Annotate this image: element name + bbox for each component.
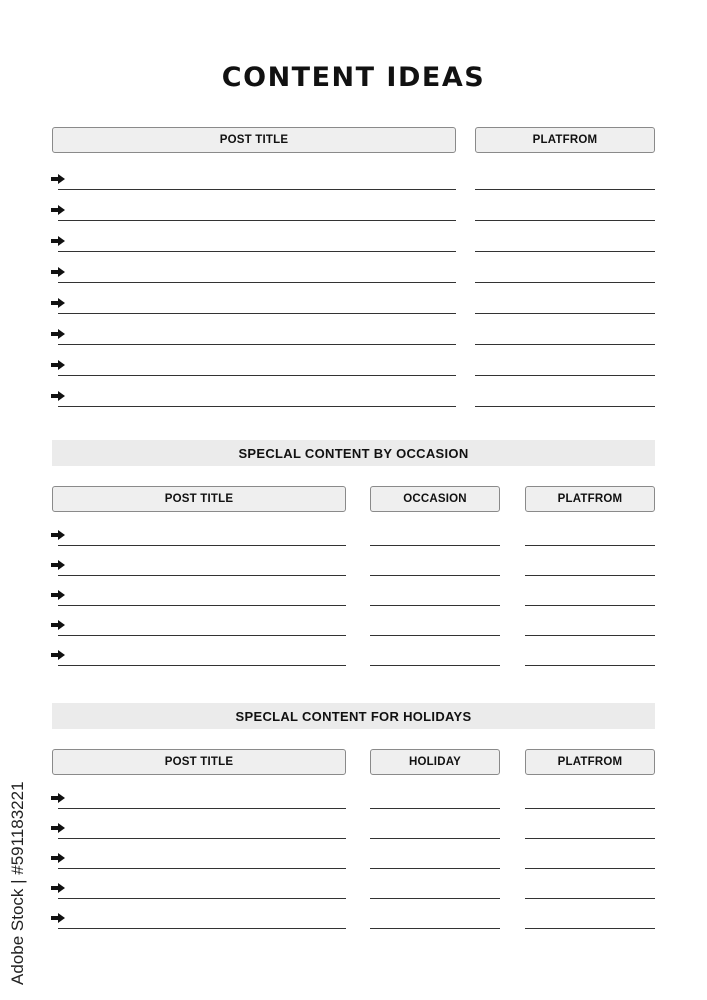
writing-row xyxy=(0,787,707,809)
entry-line xyxy=(370,928,500,929)
header-platform: PLATFROM xyxy=(475,127,655,153)
header-platform: PLATFROM xyxy=(525,749,655,775)
entry-line xyxy=(370,605,500,606)
entry-line xyxy=(525,868,655,869)
post-title-line xyxy=(58,406,456,407)
post-title-line xyxy=(58,189,456,190)
post-title-line xyxy=(58,635,346,636)
writing-row xyxy=(0,354,707,376)
writing-row xyxy=(0,385,707,407)
header-platform: PLATFROM xyxy=(525,486,655,512)
arrow-right-icon xyxy=(51,205,65,215)
entry-line xyxy=(370,808,500,809)
post-title-line xyxy=(58,605,346,606)
writing-row xyxy=(0,230,707,252)
entry-line xyxy=(475,189,655,190)
entry-line xyxy=(370,545,500,546)
entry-line xyxy=(525,605,655,606)
entry-line xyxy=(370,838,500,839)
post-title-line xyxy=(58,808,346,809)
entry-line xyxy=(370,665,500,666)
page-title: CONTENT IDEAS xyxy=(221,62,486,93)
entry-line xyxy=(475,220,655,221)
entry-line xyxy=(525,898,655,899)
arrow-right-icon xyxy=(51,823,65,833)
arrow-right-icon xyxy=(51,913,65,923)
post-title-line xyxy=(58,868,346,869)
header-post-title: POST TITLE xyxy=(52,127,456,153)
post-title-line xyxy=(58,344,456,345)
writing-row xyxy=(0,524,707,546)
entry-line xyxy=(525,635,655,636)
arrow-right-icon xyxy=(51,329,65,339)
entry-line xyxy=(525,545,655,546)
arrow-right-icon xyxy=(51,590,65,600)
arrow-right-icon xyxy=(51,360,65,370)
header-occasion: OCCASION xyxy=(370,486,500,512)
header-post-title: POST TITLE xyxy=(52,486,346,512)
entry-line xyxy=(525,928,655,929)
post-title-line xyxy=(58,282,456,283)
entry-line xyxy=(370,575,500,576)
arrow-right-icon xyxy=(51,267,65,277)
writing-row xyxy=(0,644,707,666)
post-title-line xyxy=(58,575,346,576)
arrow-right-icon xyxy=(51,391,65,401)
entry-line xyxy=(525,575,655,576)
section-band-occasion: SPECLAL CONTENT BY OCCASION xyxy=(52,440,655,466)
writing-row xyxy=(0,877,707,899)
arrow-right-icon xyxy=(51,853,65,863)
writing-row xyxy=(0,292,707,314)
post-title-line xyxy=(58,251,456,252)
post-title-line xyxy=(58,898,346,899)
post-title-line xyxy=(58,220,456,221)
writing-row xyxy=(0,614,707,636)
arrow-right-icon xyxy=(51,620,65,630)
post-title-line xyxy=(58,665,346,666)
arrow-right-icon xyxy=(51,793,65,803)
header-post-title: POST TITLE xyxy=(52,749,346,775)
writing-row xyxy=(0,584,707,606)
entry-line xyxy=(525,665,655,666)
entry-line xyxy=(525,838,655,839)
arrow-right-icon xyxy=(51,883,65,893)
section-band-holidays: SPECLAL CONTENT FOR HOLIDAYS xyxy=(52,703,655,729)
entry-line xyxy=(525,808,655,809)
entry-line xyxy=(475,406,655,407)
writing-row xyxy=(0,199,707,221)
arrow-right-icon xyxy=(51,298,65,308)
arrow-right-icon xyxy=(51,530,65,540)
header-holiday: HOLIDAY xyxy=(370,749,500,775)
entry-line xyxy=(475,344,655,345)
entry-line xyxy=(370,635,500,636)
writing-row xyxy=(0,907,707,929)
writing-row xyxy=(0,847,707,869)
entry-line xyxy=(475,375,655,376)
post-title-line xyxy=(58,375,456,376)
arrow-right-icon xyxy=(51,174,65,184)
post-title-line xyxy=(58,928,346,929)
entry-line xyxy=(475,313,655,314)
writing-row xyxy=(0,817,707,839)
arrow-right-icon xyxy=(51,236,65,246)
entry-line xyxy=(370,898,500,899)
post-title-line xyxy=(58,838,346,839)
arrow-right-icon xyxy=(51,650,65,660)
arrow-right-icon xyxy=(51,560,65,570)
stock-watermark: Adobe Stock | #591183221 xyxy=(8,781,27,985)
writing-row xyxy=(0,261,707,283)
post-title-line xyxy=(58,545,346,546)
entry-line xyxy=(475,251,655,252)
writing-row xyxy=(0,323,707,345)
post-title-line xyxy=(58,313,456,314)
entry-line xyxy=(475,282,655,283)
writing-row xyxy=(0,554,707,576)
entry-line xyxy=(370,868,500,869)
writing-row xyxy=(0,168,707,190)
